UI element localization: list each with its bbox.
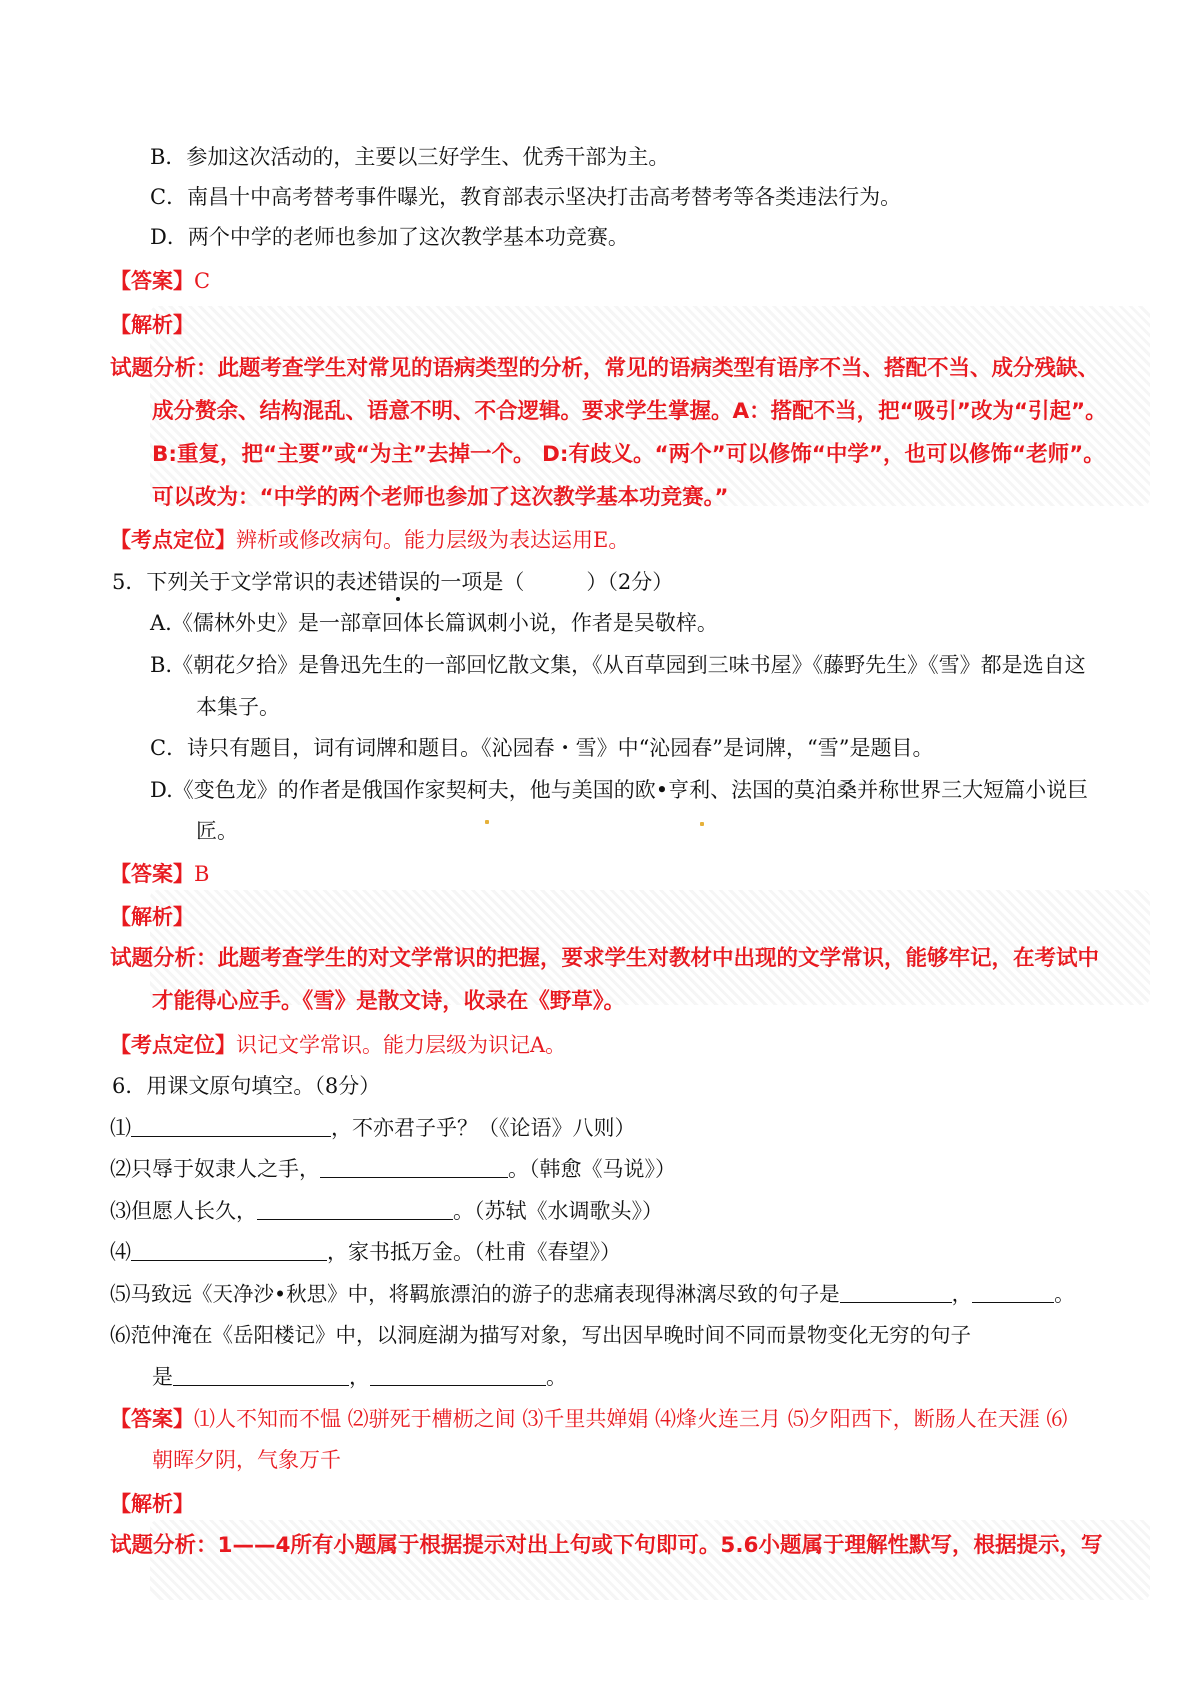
- stem-text: 的一项是（: [419, 570, 525, 594]
- item-text: 。: [546, 1365, 567, 1389]
- fill-blank: [131, 1238, 327, 1261]
- analysis-text: 试题分析：1——4所有小题属于根据提示对出上句或下句即可。5.6小题属于理解性默写，根据提示，写: [110, 1533, 1103, 1558]
- analysis-text: 试题分析：此题考查学生的对文学常识的把握，要求学生对教材中出现的文学常识，能够牢记，在考试中: [110, 946, 1100, 971]
- fill-blank: [320, 1155, 508, 1178]
- answer-row: [110, 859, 209, 889]
- fill-item-3: [110, 1196, 663, 1226]
- answer-row: [110, 1404, 1067, 1434]
- item-text: ，: [951, 1282, 973, 1306]
- question-6-stem: 6．用课文原句填空。（8分）: [112, 1074, 381, 1098]
- option-c: C．南昌十中高考替考事件曝光，教育部表示坚决打击高考替考等各类违法行为。: [150, 185, 902, 209]
- kaodian-tag: 【考点定位】: [110, 527, 236, 552]
- kaodian-row: [110, 1030, 566, 1060]
- item-text: 。: [1054, 1282, 1075, 1306]
- answer-value-cont: 朝晖夕阴，气象万千: [152, 1448, 341, 1472]
- answer-tag: 【答案】: [110, 1406, 194, 1431]
- fill-item-6: ⑹范仲淹在《岳阳楼记》中，以洞庭湖为描写对象，写出因早晚时间不同而景物变化无穷的句子: [110, 1323, 971, 1347]
- option-d-cont: 匠。: [196, 819, 238, 843]
- kaodian-text: 识记文学常识。能力层级为识记A。: [236, 1033, 567, 1057]
- option-d: D．两个中学的老师也参加了这次教学基本功竞赛。: [150, 225, 629, 249]
- fill-blank: [972, 1280, 1054, 1303]
- analysis-text: B:重复，把“主要”或“为主”去掉一个。 D:有歧义。“两个”可以修饰“中学”，也可以修饰“老师”。: [152, 442, 1105, 467]
- answer-value: ⑴人不知而不愠 ⑵骈死于槽枥之间 ⑶千里共婵娟 ⑷烽火连三月 ⑸夕阳西下，断肠人在天涯 ⑹: [194, 1407, 1068, 1431]
- kaodian-row: [110, 525, 629, 555]
- analysis-tag: 【解析】: [110, 312, 194, 337]
- item-text: ，: [349, 1365, 370, 1389]
- option-d: D.《变色龙》的作者是俄国作家契柯夫，他与美国的欧•亨利、法国的莫泊桑并称世界三大短篇小说巨: [150, 778, 1089, 802]
- emphasis-dotted: 错误: [377, 570, 420, 594]
- stem-text: 5．下列关于文学常识的表述: [112, 570, 378, 594]
- fill-item-1: [110, 1113, 636, 1143]
- option-b: B．参加这次活动的，主要以三好学生、优秀干部为主。: [150, 145, 670, 169]
- analysis-text: 才能得心应手。《雪》是散文诗，收录在《野草》。: [152, 989, 626, 1014]
- analysis-text: 成分赘余、结构混乱、语意不明、不合逻辑。要求学生掌握。A：搭配不当，把“吸引”改为“引起”。: [152, 399, 1107, 424]
- analysis-text: 可以改为：“中学的两个老师也参加了这次教学基本功竞赛。”: [152, 485, 729, 510]
- answer-value: C: [194, 269, 211, 293]
- item-text: ⑶但愿人长久，: [110, 1199, 257, 1223]
- analysis-tag: 【解析】: [110, 1491, 194, 1516]
- fill-blank: [257, 1197, 453, 1220]
- item-number: ⑴: [110, 1116, 131, 1140]
- scan-speck: [700, 822, 704, 826]
- item-text: ⑵只辱于奴隶人之手，: [110, 1157, 320, 1181]
- answer-row: [110, 266, 210, 296]
- option-a: A.《儒林外史》是一部章回体长篇讽刺小说，作者是吴敬梓。: [150, 611, 718, 635]
- fill-item-5: [110, 1279, 1075, 1309]
- option-b-cont: 本集子。: [196, 695, 280, 719]
- option-b: B.《朝花夕拾》是鲁迅先生的一部回忆散文集，《从百草园到三味书屋》《藤野先生》《雪》都是选自这: [150, 653, 1086, 677]
- item-text: ⑸马致远《天净沙•秋思》中，将羁旅漂泊的游子的悲痛表现得淋漓尽致的句子是: [110, 1282, 840, 1306]
- item-number: ⑷: [110, 1240, 131, 1264]
- analysis-text: 试题分析：此题考查学生对常见的语病类型的分析，常见的语病类型有语序不当、搭配不当、成分残缺、: [110, 356, 1100, 381]
- kaodian-tag: 【考点定位】: [110, 1032, 236, 1057]
- stem-text: ）（2分）: [586, 570, 674, 594]
- option-c: C．诗只有题目，词有词牌和题目。《沁园春・雪》中“沁园春”是词牌，“雪”是题目。: [150, 736, 934, 760]
- item-text: ，家书抵万金。（杜甫《春望》）: [327, 1240, 621, 1264]
- item-text: 是: [152, 1365, 173, 1389]
- fill-blank: [131, 1114, 331, 1137]
- fill-blank: [370, 1363, 546, 1386]
- scan-speck: [485, 820, 489, 824]
- analysis-tag: 【解析】: [110, 904, 194, 929]
- answer-value: B: [194, 862, 210, 886]
- question-5-stem: [112, 567, 673, 597]
- fill-blank: [173, 1363, 349, 1386]
- fill-item-2: [110, 1154, 676, 1184]
- item-text: 。（苏轼《水调歌头》）: [453, 1199, 663, 1223]
- item-text: 。（韩愈《马说》）: [508, 1157, 676, 1181]
- fill-item-4: [110, 1237, 621, 1267]
- answer-tag: 【答案】: [110, 268, 194, 293]
- kaodian-text: 辨析或修改病句。能力层级为表达运用E。: [236, 528, 630, 552]
- answer-tag: 【答案】: [110, 861, 194, 886]
- fill-blank: [840, 1280, 952, 1303]
- item-text: ，不亦君子乎？（《论语》八则）: [331, 1116, 636, 1140]
- fill-item-6-cont: [152, 1362, 567, 1392]
